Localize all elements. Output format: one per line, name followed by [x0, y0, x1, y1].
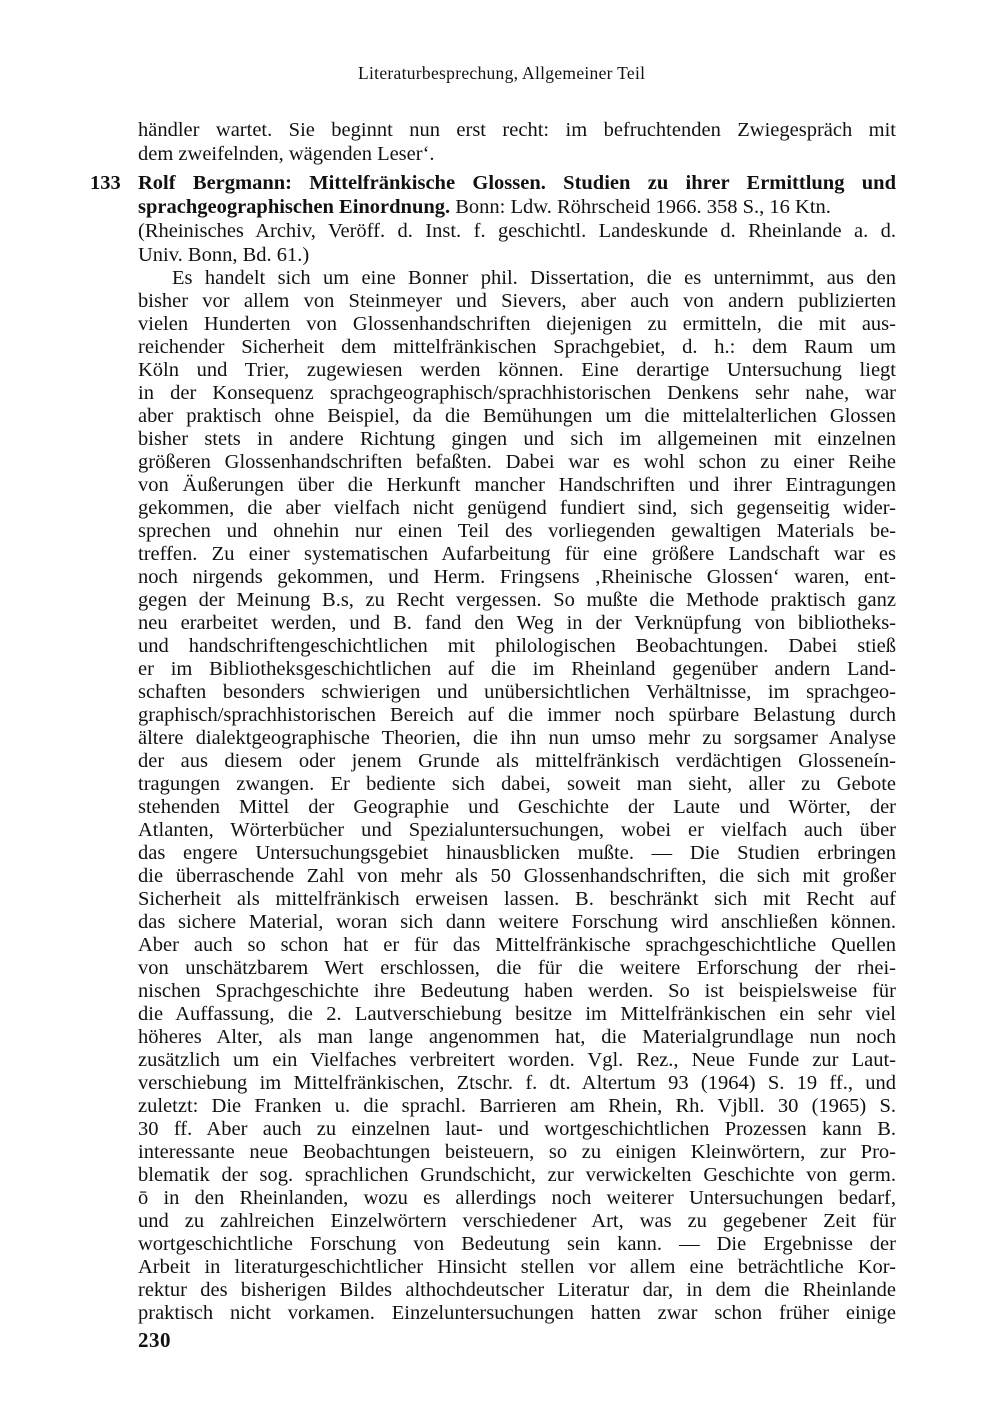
body-line: Sicherheit als mittelfränkisch erweisen lassen. B. beschränkt sich mit Recht auf [138, 888, 896, 910]
body-line: das engere Untersuchungsgebiet hinausblicken mußte. — Die Studien erbringen [138, 842, 896, 864]
body-line: und zu zahlreichen Einzelwörtern verschiedener Art, was zu gegebener Zeit für [138, 1210, 896, 1232]
entry-heading-title-end: sprachgeographischen Einordnung. [138, 196, 451, 218]
entry-heading-line [138, 195, 896, 219]
body-line: sprechen und ohnehin nur einen Teil des vorliegenden gewaltigen Materials be- [138, 520, 896, 542]
entry-heading-line: Rolf Bergmann: Mittelfränkische Glossen. Studien zu ihrer Ermittlung und [138, 172, 896, 194]
body-line: vielen Hunderten von Glossenhandschriften diejenigen zu ermitteln, die mit aus- [138, 313, 896, 335]
body-line: neu erarbeitet werden, und B. fand den Weg in der Verknüpfung von bibliotheks- [138, 612, 896, 634]
body-line: Köln und Trier, zugewiesen werden können. Eine derartige Untersuchung liegt [138, 359, 896, 381]
body-line: gekommen, die aber vielfach nicht genügend fundiert sind, sich gegenseitig wider- [138, 497, 896, 519]
body-line: die Auffassung, die 2. Lautverschiebung besitze im Mittelfränkischen ein sehr viel [138, 1003, 896, 1025]
body-line: der aus diesem oder jenem Grunde als mittelfränkisch verdächtigen Glosseneín- [138, 750, 896, 772]
page-number: 230 [138, 1328, 171, 1352]
body-line: die überraschende Zahl von mehr als 50 Glossenhandschriften, die sich mit großer [138, 865, 896, 887]
body-line: bisher stets in andere Richtung gingen und sich im allgemeinen mit einzelnen [138, 428, 896, 450]
body-line: größeren Glossenhandschriften befaßten. Dabei war es wohl schon zu einer Reihe [138, 451, 896, 473]
body-line: stehenden Mittel der Geographie und Geschichte der Laute und Wörter, der [138, 796, 896, 818]
body-line: gegen der Meinung B.s, zu Recht vergessen. So mußte die Methode praktisch ganz [138, 589, 896, 611]
body-line: Aber auch so schon hat er für das Mittelfränkische sprachgeschichtliche Quellen [138, 934, 896, 956]
continuation-line: dem zweifelnden, wägenden Leser‘. [138, 143, 435, 165]
body-line: zuletzt: Die Franken u. die sprachl. Barrieren am Rhein, Rh. Vjbll. 30 (1965) S. [138, 1095, 896, 1117]
body-line: blematik der sog. sprachlichen Grundschicht, zur verwickelten Geschichte von germ. [138, 1164, 896, 1186]
running-head: Literaturbesprechung, Allgemeiner Teil [358, 63, 646, 83]
body-line: nischen Sprachgeschichte ihre Bedeutung haben werden. So ist beispielsweise für [138, 980, 896, 1002]
body-line: höheres Alter, als man lange angenommen hat, die Materialgrundlage nun noch [138, 1026, 896, 1048]
body-line: ältere dialektgeographische Theorien, die ihn nun umso mehr zu sorgsamer Analyse [138, 727, 896, 749]
body-line: zusätzlich um ein Vielfaches verbreitert worden. Vgl. Rez., Neue Funde zur Laut- [138, 1049, 896, 1071]
body-line: 30 ff. Aber auch zu einzelnen laut- und wortgeschichtlichen Prozessen kann B. [138, 1118, 896, 1140]
body-line: ō in den Rheinlanden, wozu es allerdings noch weiterer Untersuchungen bedarf, [138, 1187, 896, 1209]
body-line: bisher vor allem von Steinmeyer und Sievers, aber auch von andern publizierten [138, 290, 896, 312]
body-line: treffen. Zu einer systematischen Aufarbeitung für eine größere Landschaft war es [138, 543, 896, 565]
body-line: tragungen zwangen. Er bediente sich dabei, soweit man sieht, aller zu Gebote [138, 773, 896, 795]
body-line: verschiebung im Mittelfränkischen, Ztschr. f. dt. Altertum 93 (1964) S. 19 ff., und [138, 1072, 896, 1094]
body-line: graphisch/sprachhistorischen Bereich auf die immer noch spürbare Belastung durch [138, 704, 896, 726]
body-line: das sichere Material, woran sich dann weitere Forschung wird anschließen können. [138, 911, 896, 933]
body-line: aber praktisch ohne Beispiel, da die Bemühungen um die mittelalterlichen Glossen [138, 405, 896, 427]
continuation-line: händler wartet. Sie beginnt nun erst recht: im befruchtenden Zwiegespräch mit [138, 119, 896, 141]
body-line: von unschätzbarem Wert erschlossen, die für die weitere Erforschung der rhei- [138, 957, 896, 979]
body-line: Es handelt sich um eine Bonner phil. Dissertation, die es unternimmt, aus den [172, 267, 896, 289]
body-line: noch nirgends gekommen, und Herm. Fringsens ‚Rheinische Glossen‘ waren, ent- [138, 566, 896, 588]
body-line: von Äußerungen über die Herkunft mancher Handschriften und ihrer Eintragungen [138, 474, 896, 496]
body-line: interessante neue Beobachtungen beisteuern, so zu einigen Kleinwörtern, zur Pro- [138, 1141, 896, 1163]
body-line: Atlanten, Wörterbücher und Spezialuntersuchungen, wobei er vielfach auch über [138, 819, 896, 841]
body-line: praktisch nicht vorkamen. Einzeluntersuchungen hatten zwar schon früher einige [138, 1302, 896, 1324]
entry-citation-line: (Rheinisches Archiv, Veröff. d. Inst. f. geschichtl. Landeskunde d. Rheinlande a. d. [138, 220, 896, 242]
body-line: er im Bibliotheksgeschichtlichen auf die im Rheinland gegenüber andern Land- [138, 658, 896, 680]
body-line: Arbeit in literaturgeschichtlicher Hinsicht stellen vor allem eine beträchtliche Kor- [138, 1256, 896, 1278]
body-line: in der Konsequenz sprachgeographisch/sprachhistorischen Denkens sehr nahe, war [138, 382, 896, 404]
entry-citation-line: Univ. Bonn, Bd. 61.) [138, 244, 310, 266]
body-line: rektur des bisherigen Bildes althochdeutscher Literatur dar, in dem die Rheinlande [138, 1279, 896, 1301]
entry-number: 133 [90, 172, 121, 194]
body-line: reichender Sicherheit dem mittelfränkischen Sprachgebiet, d. h.: dem Raum um [138, 336, 896, 358]
body-line: schaften besonders schwierigen und unübersichtlichen Verhältnisse, im sprachgeo- [138, 681, 896, 703]
entry-heading-imprint: Bonn: Ldw. Röhrscheid 1966. 358 S., 16 Ktn. [450, 196, 831, 218]
body-line: wortgeschichtliche Forschung von Bedeutung sein kann. — Die Ergebnisse der [138, 1233, 896, 1255]
body-line [138, 1324, 896, 1348]
body-line: und handschriftengeschichtlichen mit philologischen Beobachtungen. Dabei stieß [138, 635, 896, 657]
